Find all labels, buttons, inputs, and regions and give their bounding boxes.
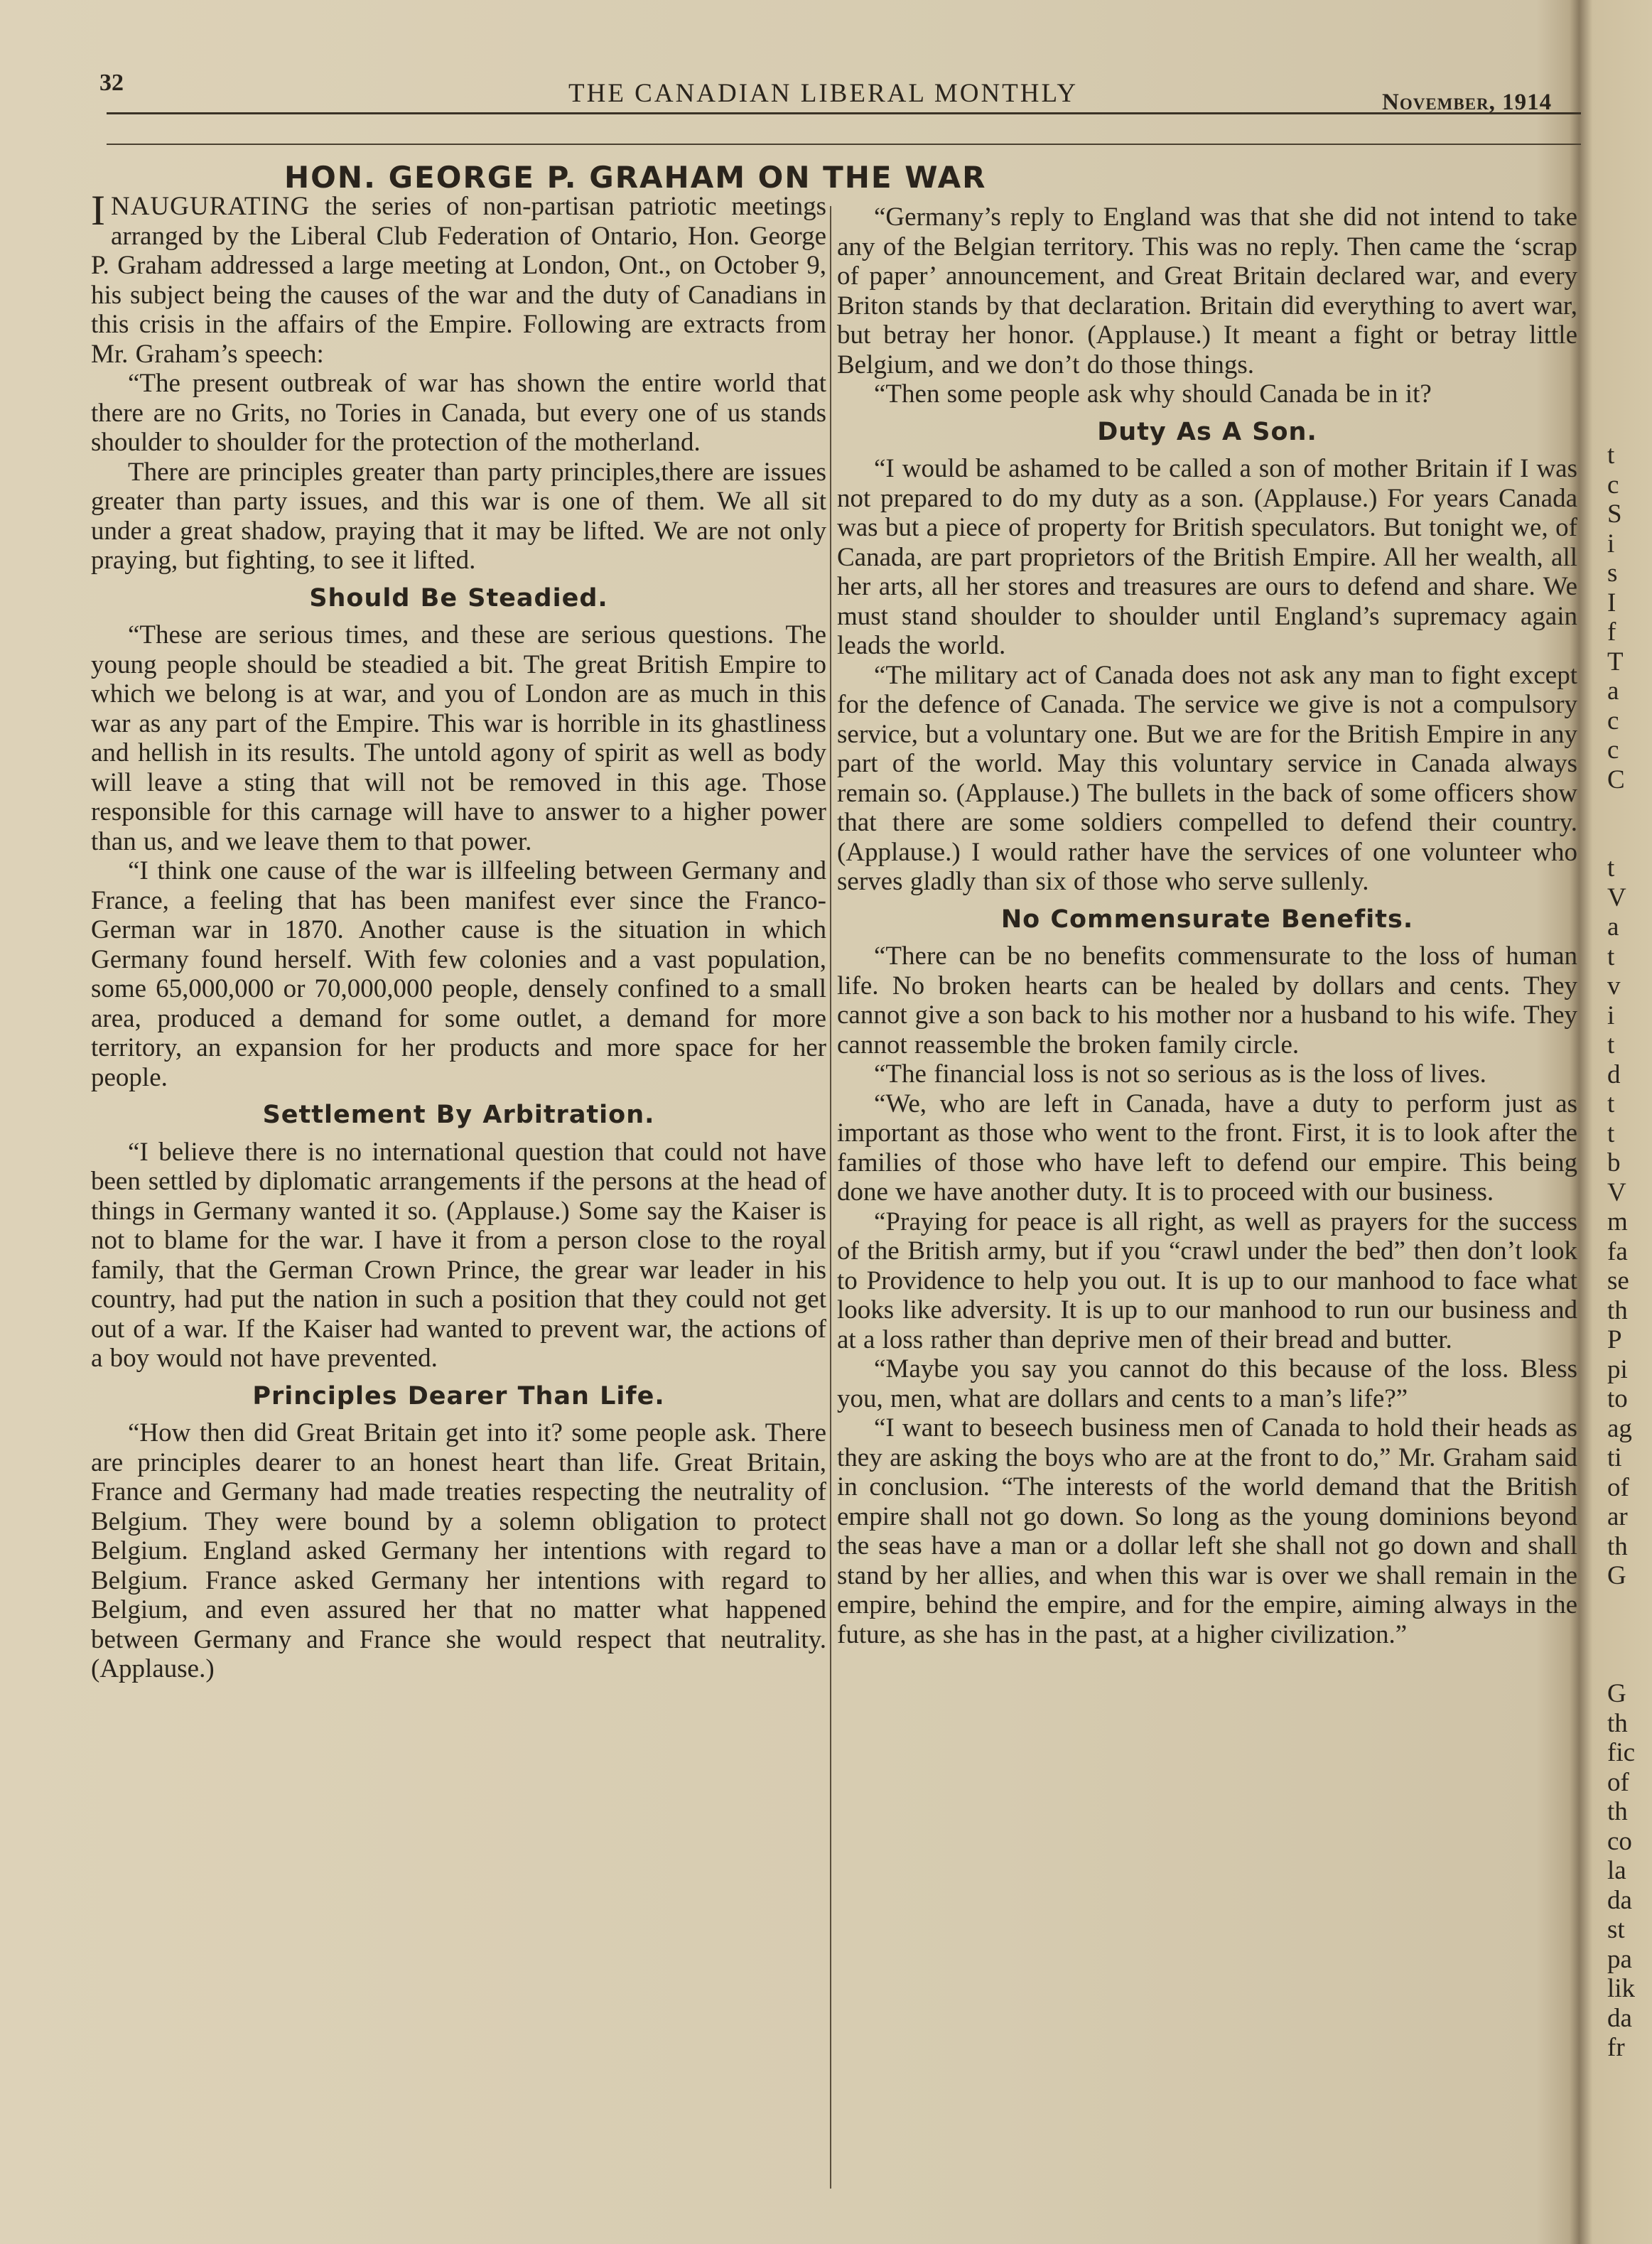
edge-fragment: V: [1607, 883, 1626, 912]
edge-fragment: V: [1607, 1177, 1626, 1207]
body-paragraph: “Germany’s reply to England was that she did not intend to take any of the Belgian territory. This was no reply. Then came the ‘scrap of paper’ announcement, and Great Britain declared war, and every Briton stands by that declaration. Britain did everything to avert war, but betray her honor. (Applause.) It meant a fight or betray little Belgium, and we don’t do those things.: [837, 203, 1577, 379]
edge-fragment: s: [1607, 559, 1618, 588]
page-number: 32: [99, 70, 124, 96]
right-column: [837, 203, 1577, 1649]
edge-fragment: m: [1607, 1207, 1628, 1236]
drop-cap: I: [91, 187, 105, 234]
next-page-edge: [1607, 441, 1652, 2217]
body-paragraph: “Then some people ask why should Canada be in it?: [874, 379, 1432, 409]
body-paragraph: “We, who are left in Canada, have a duty to perform just as important as those who went to the front. First, it is to look after the families of those who have left to defend our empire. This being done we have another duty. It is to proceed with our business.: [837, 1089, 1577, 1207]
edge-fragment: [1607, 1591, 1652, 1621]
edge-fragment: t: [1607, 1030, 1615, 1059]
edge-fragment: to: [1607, 1384, 1628, 1413]
edge-fragment: of: [1607, 1767, 1629, 1797]
edge-fragment: C: [1607, 765, 1625, 794]
edge-fragment: fa: [1607, 1236, 1628, 1266]
edge-fragment: c: [1607, 470, 1619, 500]
edge-fragment: f: [1607, 617, 1616, 647]
lead-smallcaps: NAUGURATING: [110, 192, 311, 221]
body-paragraph: “These are serious times, and these are serious questions. The young people should be steadied a bit. The great British Empire to which we belong is at war, and you of London are as much in this war as any part of the Empire. This war is horrible in its ghastliness and hellish in its results. The untold agony of spirit as well as body will leave a sting that will not be removed in this age. Those responsible for this carnage will have to answer to a higher power than us, and we leave them to that power.: [91, 620, 826, 856]
column-divider: [830, 206, 831, 2189]
edge-fragment: a: [1607, 912, 1619, 942]
body-paragraph: “I believe there is no international question that could not have been settled by diplomatic arrangements if the persons at the head of things in Germany wanted it so. (Applause.) Some say the Kaiser is not to blame for the war. I have it from a person close to the royal family, that the German Crown Prince, the grear war leader in his country, had put the nation in such a position that they could not get out of a war. If the Kaiser had wanted to prevent war, the actions of a boy would not have prevented.: [91, 1137, 826, 1373]
body-paragraph: There are principles greater than party principles,there are issues greater than party issues, and this war is one of them. We all sit under a great shadow, praying that it may be lifted. We are not only praying, but fighting, to see it lifted.: [91, 457, 826, 575]
edge-fragment: da: [1607, 1885, 1632, 1915]
running-head: [0, 63, 1652, 115]
section-subhead: Principles Dearer Than Life.: [252, 1381, 665, 1410]
edge-fragment: th: [1607, 1531, 1628, 1561]
edge-fragment: v: [1607, 971, 1621, 1000]
lead-paragraph: [91, 187, 826, 369]
edge-fragment: i: [1607, 1000, 1615, 1030]
edge-fragment: pi: [1607, 1354, 1628, 1384]
edge-fragment: lik: [1607, 1974, 1636, 2003]
edge-fragment: I: [1607, 588, 1616, 617]
body-paragraph: “The present outbreak of war has shown the entire world that there are no Grits, no Tories in Canada, but every one of us stands shoulder to shoulder for the protection of the motherland.: [91, 369, 826, 457]
left-column: [91, 187, 826, 1684]
edge-fragment: t: [1607, 853, 1615, 883]
edge-fragment: co: [1607, 1826, 1632, 1856]
body-paragraph: “I want to beseech business men of Canada to hold their heads as they are asking the boys who are at the front to do,” Mr. Graham said in conclusion. “The interests of the world demand that the British empire shall not go down. So long as the young dominions beyond the seas have a man or a dollar left she shall not go down and shall stand by her allies, and when this war is over we shall remain in the empire, behind the empire, and for the empire, aiming always in the future, as she has in the past, at a higher civilization.”: [837, 1413, 1577, 1649]
header-rule: [107, 112, 1581, 114]
edge-fragment: of: [1607, 1472, 1629, 1502]
edge-fragment: pa: [1607, 1944, 1632, 1974]
edge-fragment: P: [1607, 1325, 1622, 1354]
edge-fragment: t: [1607, 942, 1615, 971]
edge-fragment: da: [1607, 2003, 1632, 2033]
edge-fragment: se: [1607, 1266, 1629, 1295]
edge-fragment: [1607, 824, 1652, 854]
edge-fragment: fr: [1607, 2033, 1625, 2062]
section-subhead: Settlement By Arbitration.: [262, 1101, 655, 1129]
edge-fragment: st: [1607, 1915, 1625, 1944]
edge-fragment: la: [1607, 1856, 1626, 1885]
edge-fragment: [1607, 794, 1652, 824]
edge-fragment: t: [1607, 441, 1615, 470]
edge-fragment: ag: [1607, 1413, 1632, 1443]
edge-fragment: ti: [1607, 1443, 1622, 1472]
edge-fragment: T: [1607, 647, 1624, 676]
header-rule-secondary: [107, 144, 1581, 145]
body-paragraph: “I would be ashamed to be called a son of mother Britain if I was not prepared to do my duty as a son. (Applause.) For years Canada was but a piece of property for British speculators. But tonight we, of Canada, are part proprietors of the British Empire. All her wealth, all her arts, all her stores and treasures are ours to defend and share. We must stand shoulder to shoulder until England’s supremacy again leads the world.: [837, 454, 1577, 660]
body-paragraph: “The financial loss is not so serious as is the loss of lives.: [874, 1059, 1486, 1089]
edge-fragment: ar: [1607, 1502, 1628, 1531]
edge-fragment: G: [1607, 1679, 1626, 1708]
edge-fragment: d: [1607, 1059, 1621, 1089]
section-subhead: Should Be Steadied.: [309, 583, 608, 613]
edge-fragment: th: [1607, 1797, 1628, 1826]
body-paragraph: “I think one cause of the war is illfeeling between Germany and France, a feeling that has been manifest ever since the Franco-German war in 1870. Another cause is the situation in which Germany found herself. With few colonies and a vast population, some 65,000,000 or 70,000,000 people, densely confined to a small area, produced a demand for some outlet, a demand for more territory, an expansion for her products and more space for her people.: [91, 856, 826, 1092]
issue-date: November, 1914: [1382, 90, 1553, 115]
edge-fragment: fic: [1607, 1738, 1636, 1767]
edge-fragment: [1607, 1650, 1652, 1680]
edge-fragment: t: [1607, 1118, 1615, 1148]
edge-fragment: a: [1607, 676, 1619, 706]
journal-title: THE CANADIAN LIBERAL MONTHLY: [568, 79, 1079, 108]
body-paragraph: “There can be no benefits commensurate to the loss of human life. No broken hearts can be healed by dollars and cents. They cannot give a son back to his mother nor a husband to his wife. They cannot reassemble the broken family circle.: [837, 942, 1577, 1059]
edge-fragment: [1607, 1620, 1652, 1650]
edge-fragment: i: [1607, 529, 1615, 559]
section-subhead: No Commensurate Benefits.: [1000, 905, 1414, 934]
edge-fragment: b: [1607, 1148, 1621, 1177]
body-paragraph: “The military act of Canada does not ask any man to fight except for the defence of Canada. The service we give is not a compulsory service, but a voluntary one. But we are for the British Empire in any part of the world. May this voluntary service in Canada always remain so. (Applause.) The bullets in the back of some officers show that there are some soldiers compelled to defend their country. (Applause.) I would rather have the services of one volunteer who serves gladly than six of those who serve sullenly.: [837, 660, 1577, 896]
edge-fragment: S: [1607, 500, 1622, 529]
section-subhead: Duty As A Son.: [1097, 417, 1317, 446]
edge-fragment: c: [1607, 706, 1619, 735]
edge-fragment: th: [1607, 1295, 1628, 1325]
body-paragraph: “How then did Great Britain get into it? some people ask. There are principles dearer to an honest heart than life. Great Britain, France and Germany had made treaties respecting the neutrality of Belgium. They were bound by a solemn obligation to protect Belgium. England asked Germany her intentions with regard to Belgium. France asked Germany her intentions with regard to Belgium, and even assured her that no matter what happened between Germany and France she would respect that neutrality. (Applause.): [91, 1418, 826, 1683]
body-paragraph: “Maybe you say you cannot do this because of the loss. Bless you, men, what are dollars and cents to a man’s life?”: [837, 1354, 1577, 1413]
body-paragraph: “Praying for peace is all right, as well as prayers for the success of the British army, but if you “crawl under the bed” then don’t look to Providence to help you out. It is up to our manhood to face what looks like adversity. It is up to our manhood to run our business and at a loss rather than deprive men of their bread and butter.: [837, 1207, 1577, 1354]
lead-text: the series of non-partisan patriotic meetings arranged by the Liberal Club Federation of Ontario, Hon. George P. Graham addressed a large meeting at London, Ont., on October 9, his subject being the causes of the war and the duty of Canadians in this crisis in the affairs of the Empire. Following are extracts from Mr. Graham’s speech:: [91, 192, 826, 369]
edge-fragment: t: [1607, 1089, 1615, 1118]
edge-fragment: c: [1607, 735, 1619, 765]
edge-fragment: th: [1607, 1708, 1628, 1738]
edge-fragment: G: [1607, 1561, 1626, 1590]
article-title: HON. GEORGE P. GRAHAM ON THE WAR: [284, 160, 987, 195]
